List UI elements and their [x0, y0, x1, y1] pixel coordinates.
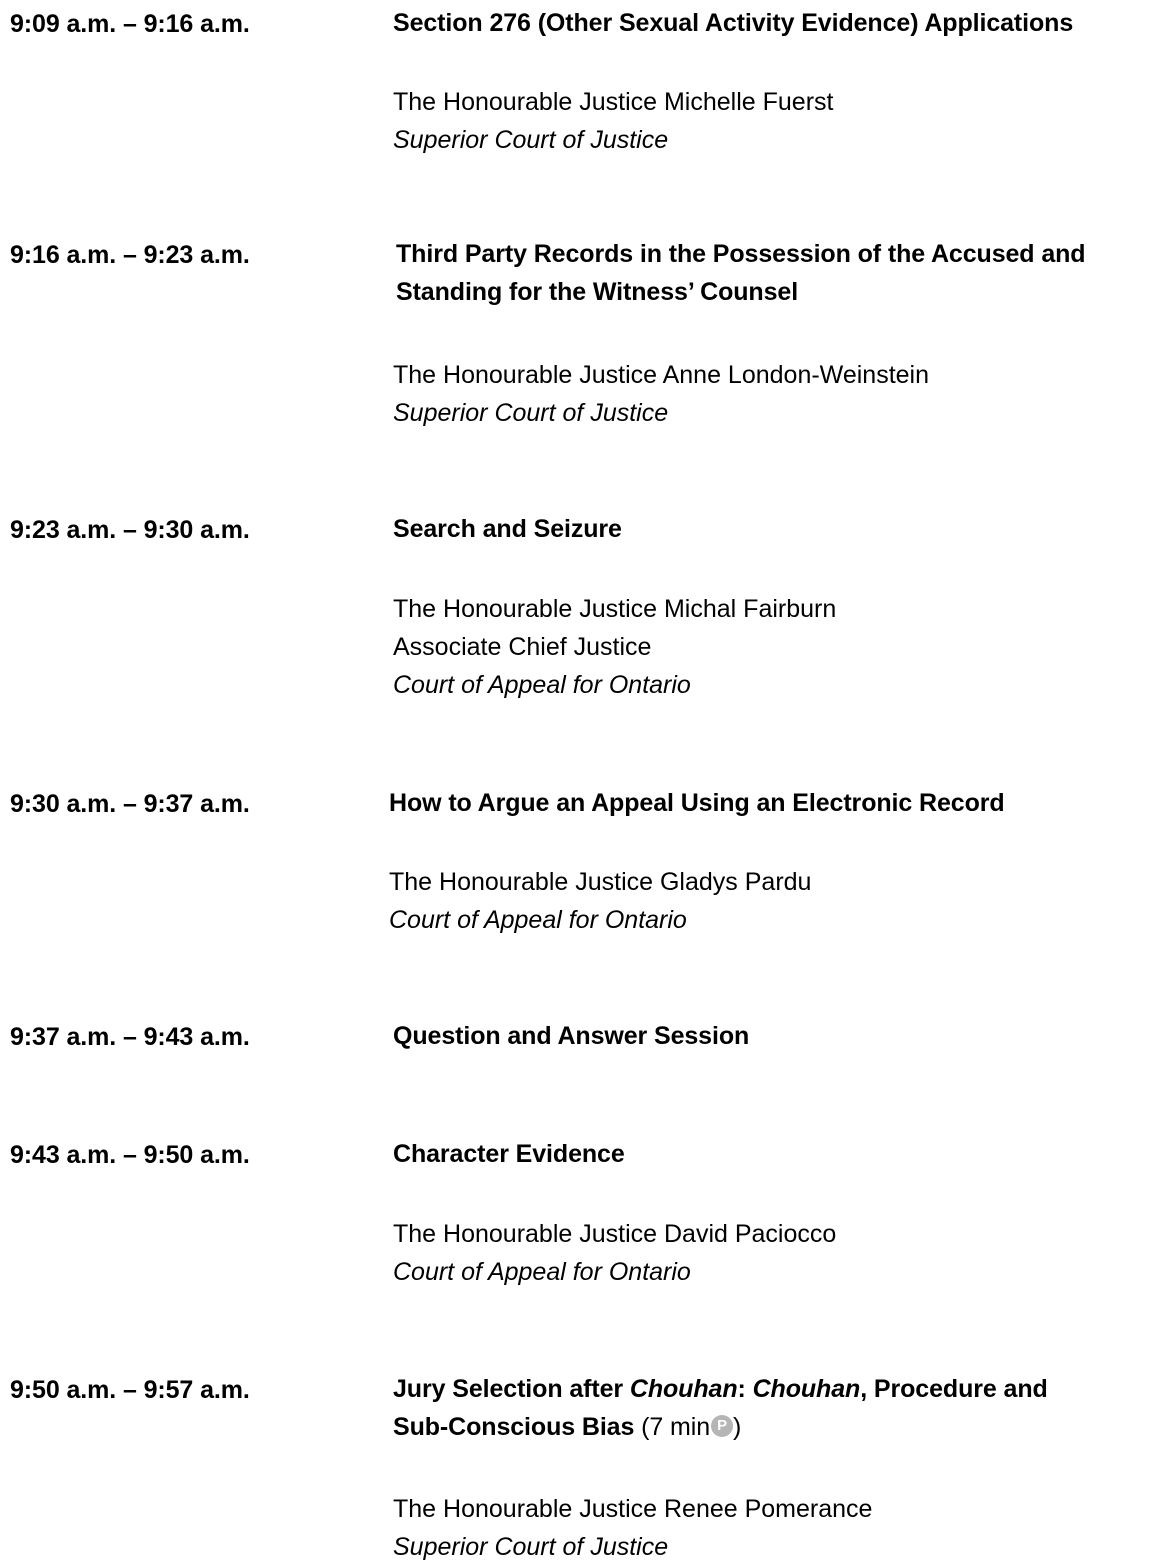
session-4-speaker: [389, 863, 811, 939]
session-6-speaker: [393, 1215, 836, 1291]
session-7-time: 9:50 a.m. – 9:57 a.m.: [10, 1376, 250, 1404]
speaker-name: The Honourable Justice David Paciocco: [393, 1220, 837, 1248]
title-line-2: Standing for the Witness’ Counsel: [396, 278, 799, 306]
title-line-2: Sub-Conscious Bias (7 min P ): [393, 1413, 742, 1441]
title-line-1: Third Party Records in the Possession of the Accused and: [396, 240, 1086, 268]
session-5-time: 9:37 a.m. – 9:43 a.m.: [10, 1023, 250, 1051]
session-3-speaker: [393, 590, 836, 704]
speaker-role: Associate Chief Justice: [393, 633, 652, 661]
speaker-court: Superior Court of Justice: [393, 399, 669, 427]
session-3-title: Search and Seizure: [393, 515, 622, 543]
speaker-court: Court of Appeal for Ontario: [393, 671, 691, 699]
title-line-1: Jury Selection after Chouhan: Chouhan, Procedure and: [393, 1375, 1048, 1403]
speaker-court: Superior Court of Justice: [393, 126, 669, 154]
session-7-title: [393, 1370, 1048, 1446]
session-3-time: 9:23 a.m. – 9:30 a.m.: [10, 516, 250, 544]
speaker-name: The Honourable Justice Gladys Pardu: [389, 868, 812, 896]
speaker-name: The Honourable Justice Michal Fairburn: [393, 595, 837, 623]
speaker-court: Court of Appeal for Ontario: [393, 1258, 691, 1286]
session-7-speaker: [393, 1490, 872, 1566]
speaker-name: The Honourable Justice Anne London-Weinstein: [393, 361, 929, 389]
session-1-title: Section 276 (Other Sexual Activity Evidence) Applications: [393, 9, 1074, 37]
speaker-name: The Honourable Justice Michelle Fuerst: [393, 88, 834, 116]
session-5-title: Question and Answer Session: [393, 1022, 750, 1050]
speaker-court: Court of Appeal for Ontario: [389, 906, 687, 934]
speaker-name: The Honourable Justice Renee Pomerance: [393, 1495, 873, 1523]
session-6-time: 9:43 a.m. – 9:50 a.m.: [10, 1141, 250, 1169]
session-2-speaker: [393, 356, 929, 432]
session-2-title: [396, 235, 1085, 311]
session-4-time: 9:30 a.m. – 9:37 a.m.: [10, 790, 250, 818]
session-2-time: 9:16 a.m. – 9:23 a.m.: [10, 241, 250, 269]
speaker-court: Superior Court of Justice: [393, 1533, 669, 1561]
session-1-speaker: [393, 83, 833, 159]
p-circle-icon: P: [711, 1415, 733, 1437]
session-4-title: How to Argue an Appeal Using an Electronic Record: [389, 789, 1005, 817]
session-6-title: Character Evidence: [393, 1140, 625, 1168]
session-1-time: 9:09 a.m. – 9:16 a.m.: [10, 10, 250, 38]
